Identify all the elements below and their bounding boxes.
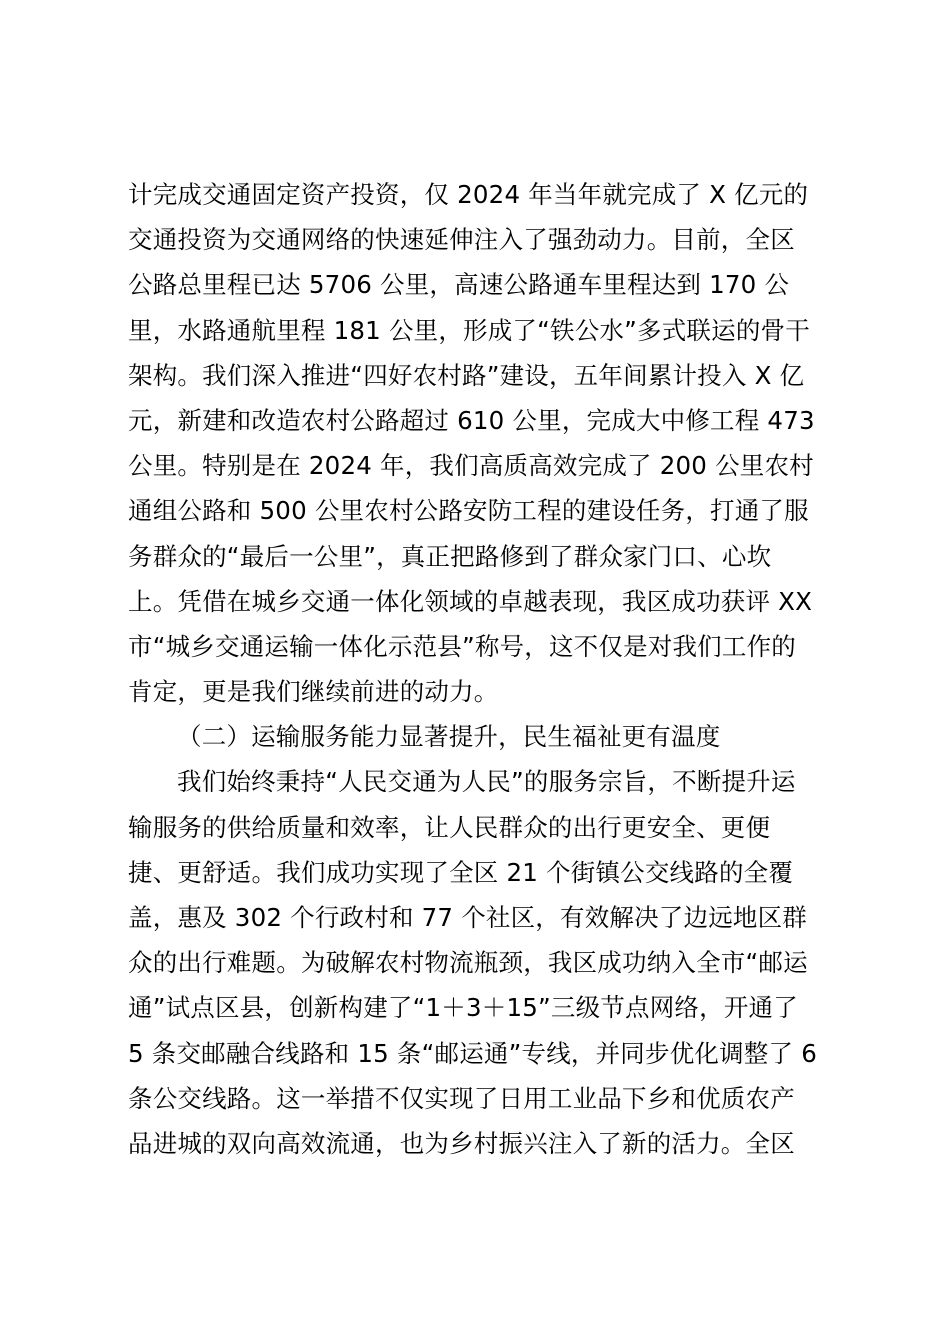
text-line: 里，水路通航里程 181 公里，形成了“铁公水”多式联运的骨干 — [128, 315, 810, 345]
text-line: 上。凭借在城乡交通一体化领域的卓越表现，我区成功获评 XX — [128, 586, 813, 616]
text-line: 通组公路和 500 公里农村公路安防工程的建设任务，打通了服 — [128, 496, 809, 526]
text-line: 捷、更舒适。我们成功实现了全区 21 个街镇公交线路的全覆 — [128, 857, 794, 887]
text-line: 5 条交邮融合线路和 15 条“邮运通”专线，并同步优化调整了 6 — [128, 1038, 817, 1068]
text-line: 元，新建和改造农村公路超过 610 公里，完成大中修工程 473 — [128, 405, 815, 435]
body-text — [128, 172, 838, 1166]
text-line: 品进城的双向高效流通，也为乡村振兴注入了新的活力。全区 — [128, 1128, 795, 1158]
text-line: （二）运输服务能力显著提升，民生福祉更有温度 — [177, 722, 721, 752]
text-line: 市“城乡交通运输一体化示范县”称号，这不仅是对我们工作的 — [128, 631, 796, 661]
text-line: 肯定，更是我们继续前进的动力。 — [128, 677, 499, 707]
text-line: 公路总里程已达 5706 公里，高速公路通车里程达到 170 公 — [128, 270, 790, 300]
text-line: 计完成交通固定资产投资，仅 2024 年当年就完成了 X 亿元的 — [128, 180, 809, 209]
text-line: 条公交线路。这一举措不仅实现了日用工业品下乡和优质农产 — [128, 1083, 795, 1113]
text-line: 众的出行难题。为破解农村物流瓶颈，我区成功纳入全市“邮运 — [128, 948, 808, 978]
text-line: 盖，惠及 302 个行政村和 77 个社区，有效解决了边远地区群 — [128, 903, 807, 932]
text-line: 输服务的供给质量和效率，让人民群众的出行更安全、更便 — [128, 812, 771, 842]
text-line: 通”试点区县，创新构建了“1＋3＋15”三级节点网络，开通了 — [128, 993, 798, 1023]
text-line: 架构。我们深入推进“四好农村路”建设，五年间累计投入 X 亿 — [128, 360, 805, 390]
text-line: 交通投资为交通网络的快速延伸注入了强劲动力。目前，全区 — [128, 225, 795, 255]
text-line: 我们始终秉持“人民交通为人民”的服务宗旨，不断提升运 — [177, 767, 796, 797]
text-line: 公里。特别是在 2024 年，我们高质高效完成了 200 公里农村 — [128, 451, 814, 481]
text-line: 务群众的“最后一公里”，真正把路修到了群众家门口、心坎 — [128, 541, 772, 571]
